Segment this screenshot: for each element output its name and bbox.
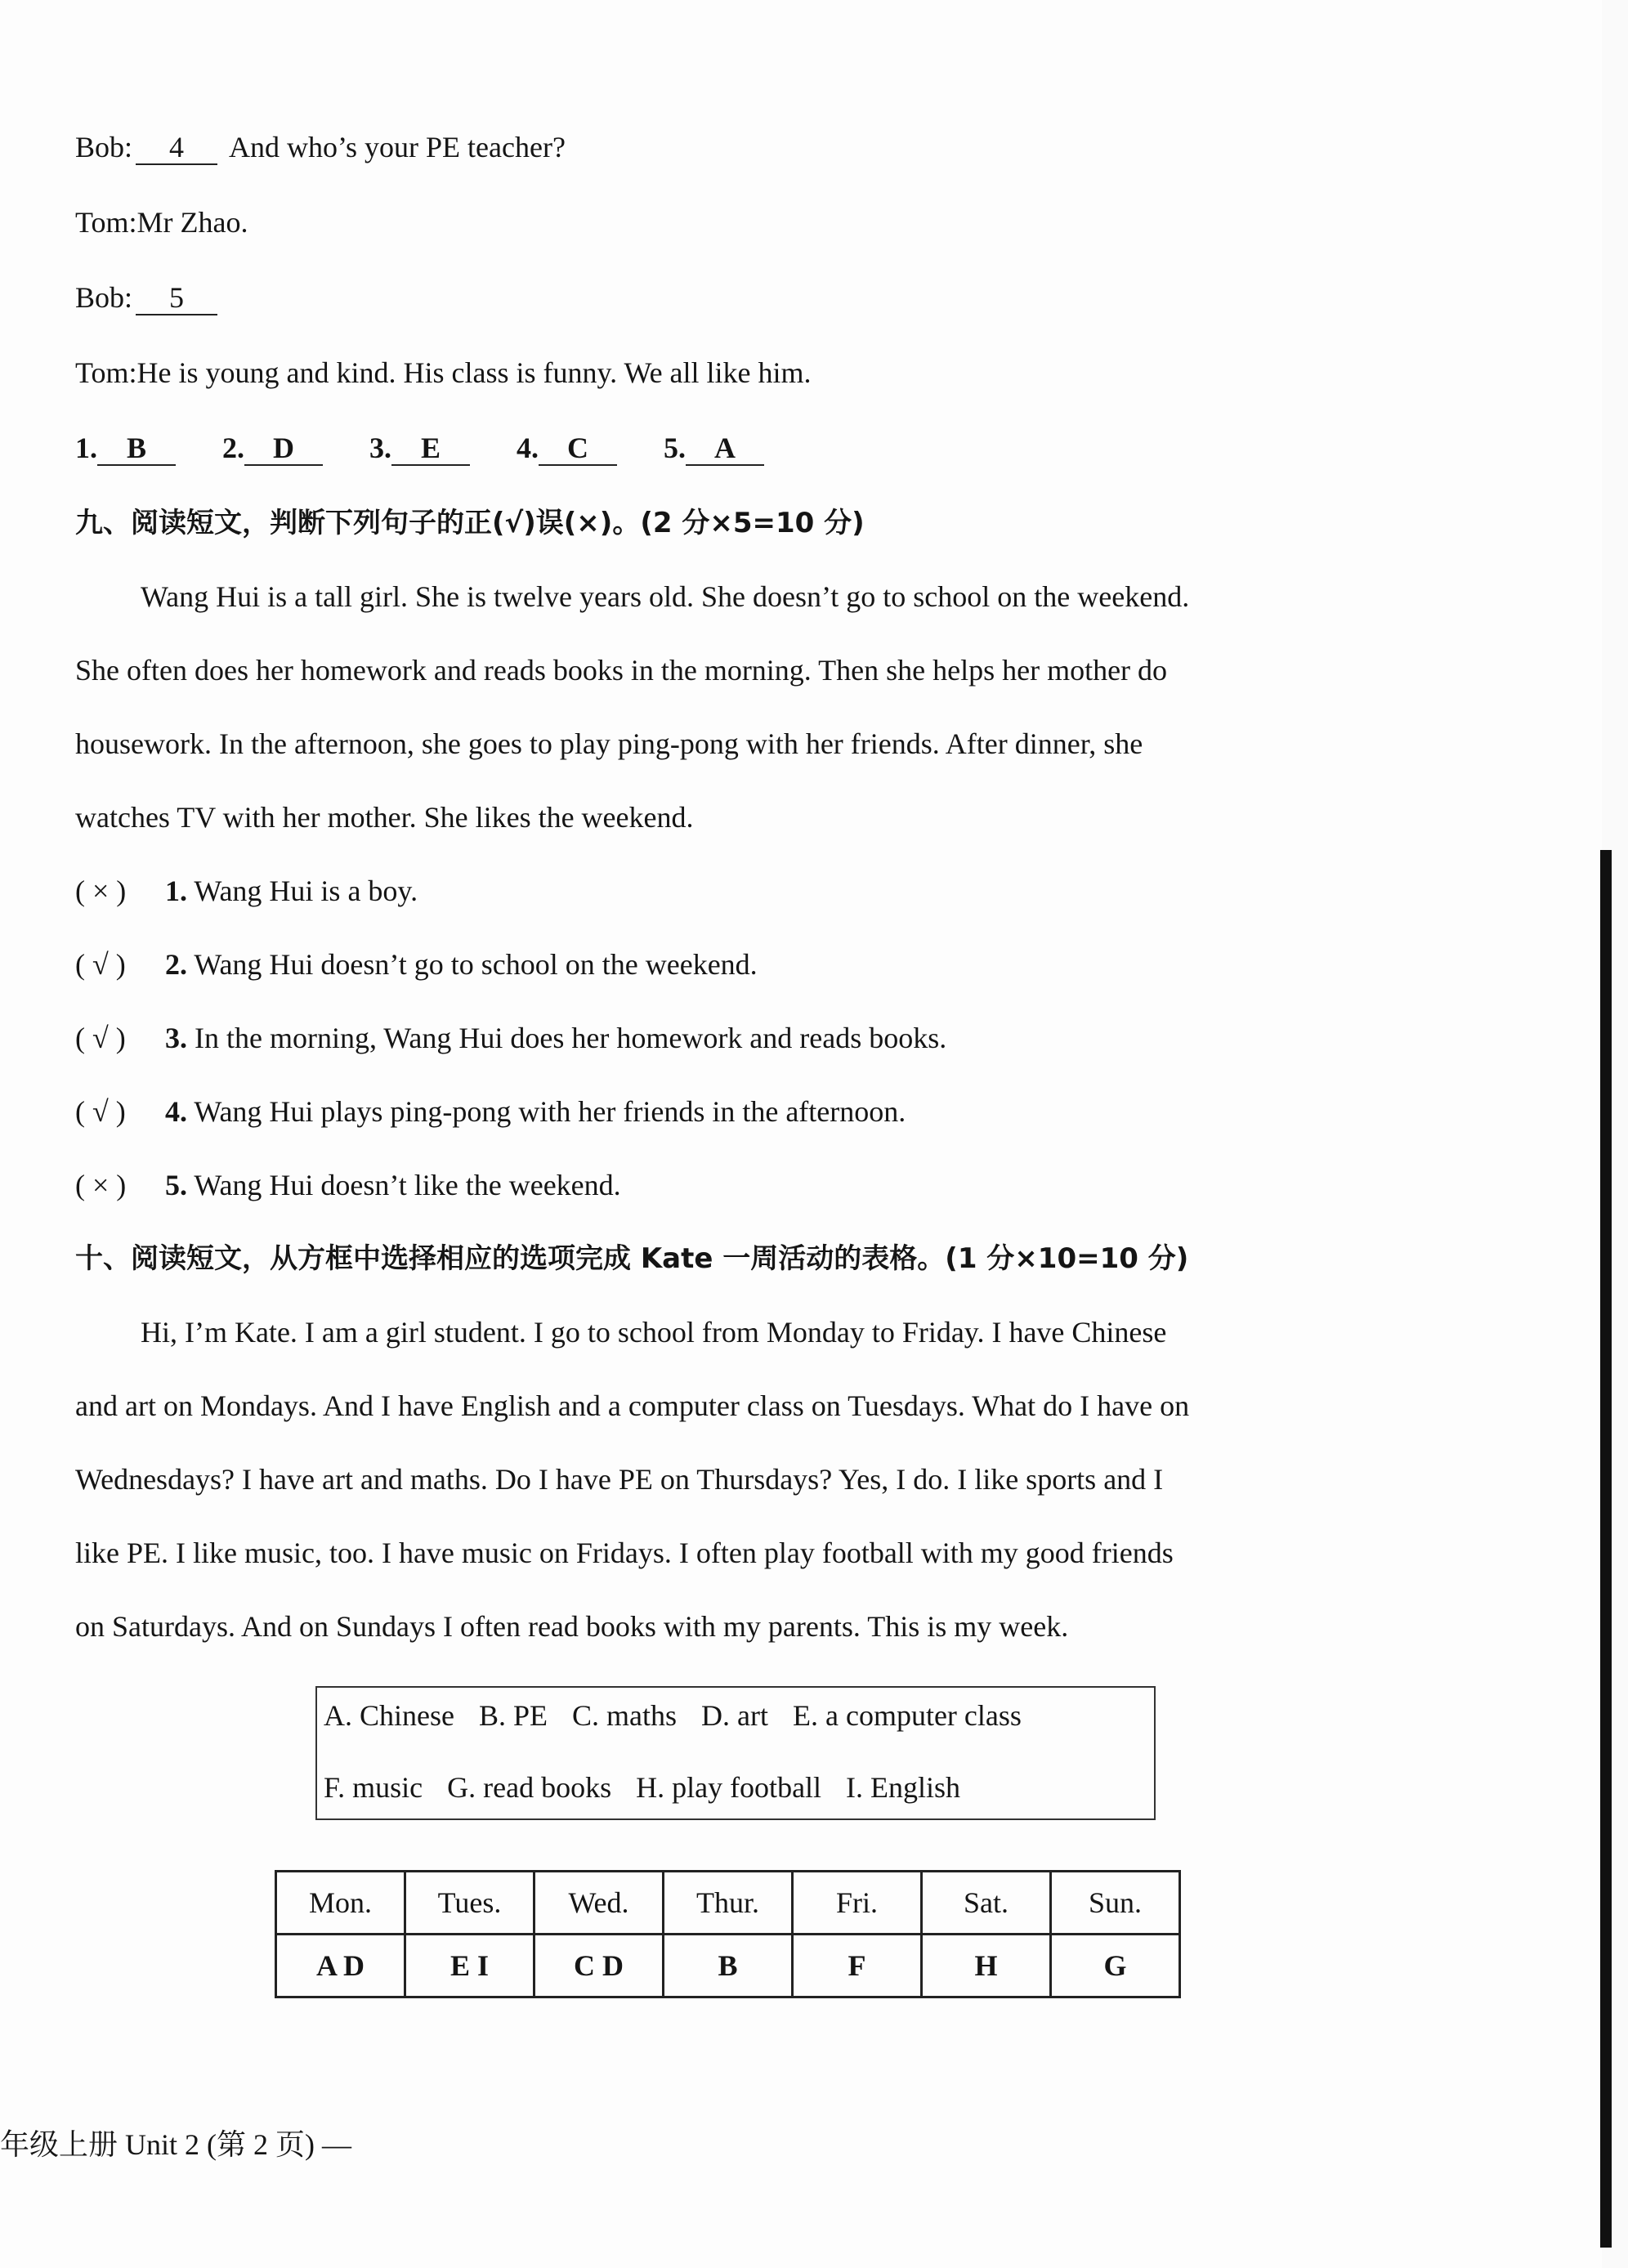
option-d: D. art: [701, 1699, 768, 1732]
option-a: A. Chinese: [324, 1699, 454, 1732]
table-header-cell: Mon.: [276, 1872, 405, 1935]
option-h: H. play football: [636, 1771, 822, 1804]
option-f: F. music: [324, 1771, 423, 1804]
tf-mark: ( √ ): [75, 1022, 126, 1054]
table-header-cell: Thur.: [664, 1872, 793, 1935]
tf-mark: ( × ): [75, 1169, 127, 1201]
option-i: I. English: [846, 1771, 961, 1804]
answer-2: 2. D: [222, 428, 323, 467]
dialogue-line-4: Tom:He is young and kind. His class is funny. We all like him.: [75, 356, 812, 389]
tf-item-4: ( √ ) 4. Wang Hui plays ping-pong with her friends in the afternoon.: [75, 1092, 906, 1131]
section-10-heading: 十、阅读短文，从方框中选择相应的选项完成 Kate 一周活动的表格。(1 分×10=10 分): [75, 1242, 1189, 1275]
table-cell: B: [664, 1935, 793, 1997]
option-g: G. read books: [447, 1771, 612, 1804]
section-9-passage-line-1: Wang Hui is a tall girl. She is twelve years old. She doesn’t go to school on the weekend.: [141, 580, 1190, 613]
table-header-cell: Tues.: [405, 1872, 534, 1935]
dialogue-line-3: Bob: 5: [75, 278, 217, 317]
table-cell: C D: [534, 1935, 664, 1997]
blank-5: 5: [136, 281, 217, 315]
answer-1: 1. B: [75, 428, 176, 467]
table-header-cell: Wed.: [534, 1872, 664, 1935]
section-9-heading: 九、阅读短文，判断下列句子的正(√)误(×)。(2 分×5=10 分): [75, 507, 865, 539]
options-row-1: [324, 1696, 1022, 1735]
tf-item-5: ( × ) 5. Wang Hui doesn’t like the weekend.: [75, 1165, 621, 1205]
table-header-cell: Fri.: [793, 1872, 922, 1935]
option-b: B. PE: [478, 1699, 548, 1732]
answer-row: [75, 428, 803, 467]
tf-mark: ( × ): [75, 875, 127, 907]
binding-edge: [1600, 850, 1612, 2248]
table-cell: G: [1051, 1935, 1180, 1997]
option-c: C. maths: [572, 1699, 678, 1732]
table-cell: H: [922, 1935, 1051, 1997]
answer-5: 5. A: [664, 428, 764, 467]
blank-4: 4: [136, 131, 217, 165]
section-10-passage-line-4: like PE. I like music, too. I have music on Fridays. I often play football with my good friends: [75, 1537, 1174, 1569]
section-10-passage-line-5: on Saturdays. And on Sundays I often read books with my parents. This is my week.: [75, 1610, 1069, 1643]
tf-mark: ( √ ): [75, 1095, 126, 1128]
page-footer: 年级上册 Unit 2 (第 2 页) —: [0, 2128, 351, 2161]
answer-4: 4. C: [517, 428, 617, 467]
answer-3: 3. E: [369, 428, 470, 467]
table-header-cell: Sat.: [922, 1872, 1051, 1935]
tf-item-1: ( × ) 1. Wang Hui is a boy.: [75, 871, 418, 910]
table-header-cell: Sun.: [1051, 1872, 1180, 1935]
section-9-passage-line-3: housework. In the afternoon, she goes to play ping-pong with her friends. After dinner, she: [75, 727, 1143, 760]
section-10-passage-line-3: Wednesdays? I have art and maths. Do I have PE on Thursdays? Yes, I do. I like sports and I: [75, 1463, 1164, 1496]
tf-mark: ( √ ): [75, 948, 126, 981]
table-cell: E I: [405, 1935, 534, 1997]
dialogue-line-1: Bob: 4 And who’s your PE teacher?: [75, 131, 566, 163]
section-10-passage-line-1: Hi, I’m Kate. I am a girl student. I go to school from Monday to Friday. I have Chinese: [141, 1316, 1167, 1349]
dialogue-line-2: Tom:Mr Zhao.: [75, 206, 248, 239]
section-9-passage-line-4: watches TV with her mother. She likes the weekend.: [75, 801, 694, 834]
section-9-passage-line-2: She often does her homework and reads books in the morning. Then she helps her mother do: [75, 654, 1168, 687]
table-header-row: [276, 1872, 1180, 1935]
tf-item-2: ( √ ) 2. Wang Hui doesn’t go to school on the weekend.: [75, 945, 758, 984]
table-cell: F: [793, 1935, 922, 1997]
options-box: [315, 1686, 1156, 1820]
table-row: [276, 1935, 1180, 1997]
tf-item-3: ( √ ) 3. In the morning, Wang Hui does her homework and reads books.: [75, 1018, 946, 1058]
options-row-2: [324, 1768, 985, 1807]
table-cell: A D: [276, 1935, 405, 1997]
option-e: E. a computer class: [793, 1699, 1022, 1732]
section-10-passage-line-2: and art on Mondays. And I have English and a computer class on Tuesdays. What do I have on: [75, 1389, 1190, 1422]
week-table: [275, 1870, 1181, 1998]
